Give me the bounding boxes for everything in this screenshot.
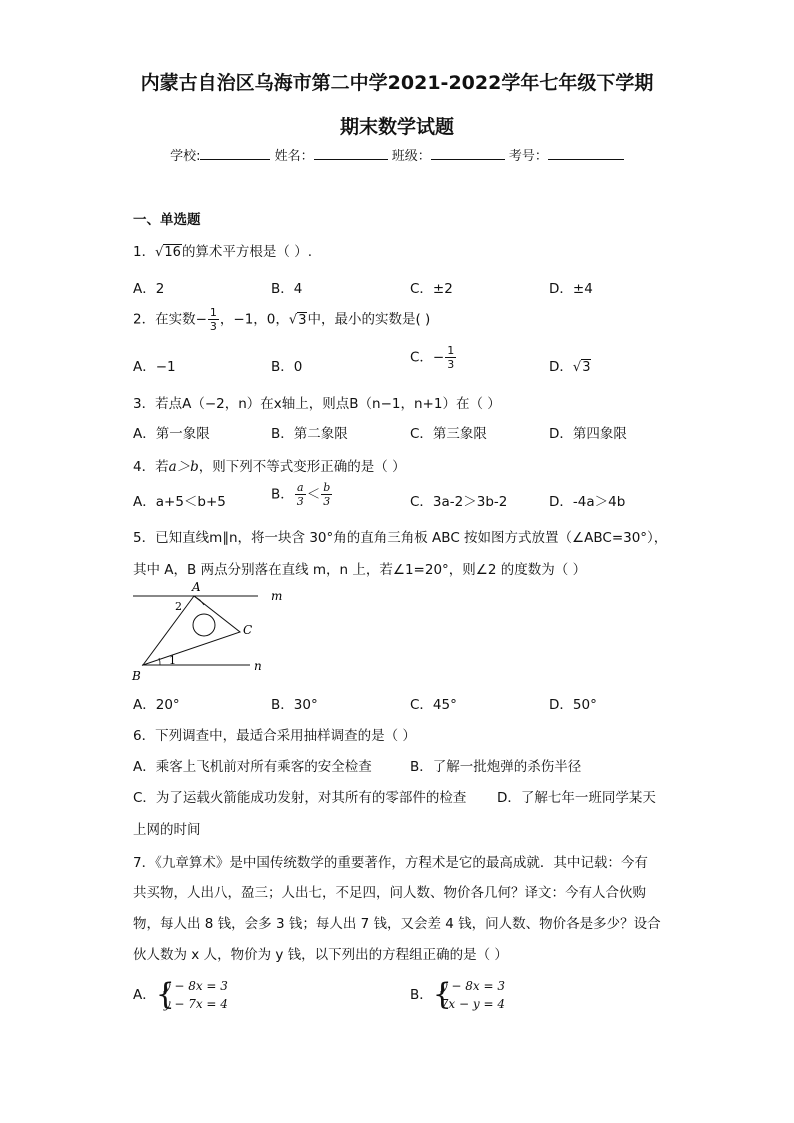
q1-sqrt: √16	[155, 245, 181, 260]
q6-option-b[interactable]: B．了解一批炮弹的杀伤半径	[410, 759, 582, 775]
q5-option-c[interactable]: C．45°	[410, 697, 457, 713]
student-info-row	[0, 145, 794, 164]
q7-option-a[interactable]	[133, 977, 228, 1013]
q5-figure	[128, 578, 298, 682]
question-5-line2: 其中 A，B 两点分别落在直线 m，n 上，若∠1=20°，则∠2 的度数为（ ）	[133, 562, 587, 578]
question-7-line4: 伙人数为 x 人，物价为 y 钱，以下列出的方程组正确的是（ ）	[133, 947, 508, 963]
question-5-line1: 5．已知直线m∥n，将一块含 30°角的直角三角板 ABC 按如图方式放置（∠ABC=30°），	[133, 530, 668, 546]
triangle-hole	[193, 614, 215, 636]
brace-icon: {	[432, 977, 452, 1012]
number-blank[interactable]	[548, 147, 624, 160]
q2-option-c-num: 1	[447, 344, 455, 357]
q4-condition: a＞b	[168, 459, 199, 475]
q3-option-d[interactable]: D．第四象限	[549, 426, 627, 442]
q4-option-b[interactable]	[271, 481, 333, 508]
name-label: 姓名：	[274, 149, 314, 164]
q4-option-b-op: ＜	[306, 486, 321, 503]
q2-stem-pre: 2．在实数−	[133, 311, 207, 328]
q2-option-b[interactable]: B．0	[271, 359, 303, 375]
q3-option-c[interactable]: C．第三象限	[410, 426, 487, 442]
q2-option-c-pre: C．−	[410, 349, 445, 366]
q7-option-b-eq2: 7x − y = 4	[440, 997, 505, 1011]
q2-fraction	[208, 306, 219, 333]
question-7-line1: 7．《九章算术》是中国传统数学的重要著作，方程术是它的最高成就．其中记载：今有	[133, 855, 648, 871]
q2-frac-num: 1	[209, 306, 217, 319]
question-1	[133, 240, 312, 260]
q4-stem-post: ，则下列不等式变形正确的是（ ）	[198, 459, 406, 475]
q4-option-a[interactable]: A．a+5＜b+5	[133, 494, 226, 510]
q2-option-c[interactable]	[410, 344, 457, 371]
q3-option-a[interactable]: A．第一象限	[133, 426, 210, 442]
q2-radicand: 3	[298, 312, 307, 328]
q4-option-b-frac2	[321, 481, 332, 508]
q4-option-b-num2: b	[323, 481, 331, 494]
q2-stem-post: 中，最小的实数是( )	[307, 311, 431, 328]
q1-stem: 的算术平方根是（ ）.	[181, 244, 313, 260]
label-angle-1: 1	[169, 654, 176, 667]
q2-option-d-sqrt: √3	[572, 360, 591, 375]
q7-option-a-eq1: y − 8x = 3	[163, 979, 228, 993]
q2-option-d-pre: D．	[549, 359, 573, 375]
q4-option-b-den1: 3	[296, 495, 304, 508]
label-m: m	[271, 589, 283, 603]
question-2	[133, 306, 430, 333]
name-blank[interactable]	[314, 147, 388, 160]
label-n: n	[254, 659, 262, 673]
q7-option-b-label: B．	[410, 987, 433, 1003]
question-6: 6．下列调查中，最适合采用抽样调查的是（ ）	[133, 728, 416, 744]
q2-option-c-fraction	[445, 344, 456, 371]
q4-option-c[interactable]: C．3a-2＞3b-2	[410, 494, 508, 510]
q2-option-a[interactable]: A．−1	[133, 359, 176, 375]
question-3: 3．若点A（−2，n）在x轴上，则点B（n−1，n+1）在（ ）	[133, 396, 501, 412]
brace-icon: {	[155, 977, 175, 1012]
q4-option-b-pre: B．	[271, 486, 294, 503]
q1-radicand: 16	[164, 245, 181, 260]
q5-option-a[interactable]: A．20°	[133, 697, 180, 713]
label-a: A	[192, 580, 201, 594]
q4-option-b-num1: a	[295, 481, 306, 495]
label-c: C	[243, 623, 253, 637]
q6-option-c[interactable]: C．为了运载火箭能成功发射，对其所有的零部件的检查	[133, 790, 467, 806]
q4-option-b-frac1	[295, 481, 306, 508]
q6-option-a[interactable]: A．乘客上飞机前对所有乘客的安全检查	[133, 759, 372, 775]
q6-option-d[interactable]: D．了解七年一班同学某天	[497, 790, 656, 806]
q7-option-a-label: A．	[133, 987, 156, 1003]
q2-option-c-den: 3	[447, 358, 455, 371]
q2-option-d-radicand: 3	[582, 360, 591, 375]
question-4	[133, 455, 406, 475]
q3-option-b[interactable]: B．第二象限	[271, 426, 348, 442]
number-label: 考号：	[508, 149, 548, 164]
q4-stem-pre: 4．若	[133, 459, 169, 475]
q4-option-b-den2: 3	[323, 495, 331, 508]
q1-option-c[interactable]: C．±2	[410, 281, 453, 297]
label-angle-2: 2	[175, 600, 182, 613]
section-heading: 一、单选题	[133, 212, 201, 228]
q2-option-d[interactable]	[549, 355, 591, 375]
q7-option-a-system	[156, 977, 228, 1013]
q1-number: 1．	[133, 244, 156, 260]
class-blank[interactable]	[431, 147, 505, 160]
q7-option-a-eq2: y − 7x = 4	[163, 997, 228, 1011]
q5-option-d[interactable]: D．50°	[549, 697, 597, 713]
q2-sqrt: √3	[288, 312, 307, 328]
q1-option-b[interactable]: B．4	[271, 281, 303, 297]
class-label: 班级：	[391, 149, 431, 164]
question-7-line2: 共买物，人出八，盈三；人出七，不足四，问人数、物价各几何？译文：今有人合伙购	[133, 885, 646, 901]
q7-option-b-system	[433, 977, 505, 1013]
q7-option-b-eq1: y − 8x = 3	[440, 979, 505, 993]
school-blank[interactable]	[200, 147, 270, 160]
q2-stem-mid: ，−1，0，	[219, 311, 289, 328]
q4-option-d[interactable]: D．-4a＞4b	[549, 494, 626, 510]
triangle-abc	[143, 596, 240, 665]
exam-title-line1: 内蒙古自治区乌海市第二中学2021-2022学年七年级下学期	[140, 72, 654, 94]
q5-option-b[interactable]: B．30°	[271, 697, 318, 713]
exam-title-line2: 期末数学试题	[339, 116, 454, 138]
question-7-line3: 物，每人出 8 钱，会多 3 钱；每人出 7 钱，又会差 4 钱，问人数、物价各是多少？设合	[133, 916, 661, 932]
q1-option-d[interactable]: D．±4	[549, 281, 593, 297]
school-label: 学校:	[170, 149, 201, 164]
label-b: B	[132, 669, 141, 682]
q6-option-d-continued[interactable]: 上网的时间	[133, 822, 201, 838]
q2-frac-den: 3	[209, 320, 217, 333]
q7-option-b[interactable]	[410, 977, 505, 1013]
q1-option-a[interactable]: A．2	[133, 281, 165, 297]
